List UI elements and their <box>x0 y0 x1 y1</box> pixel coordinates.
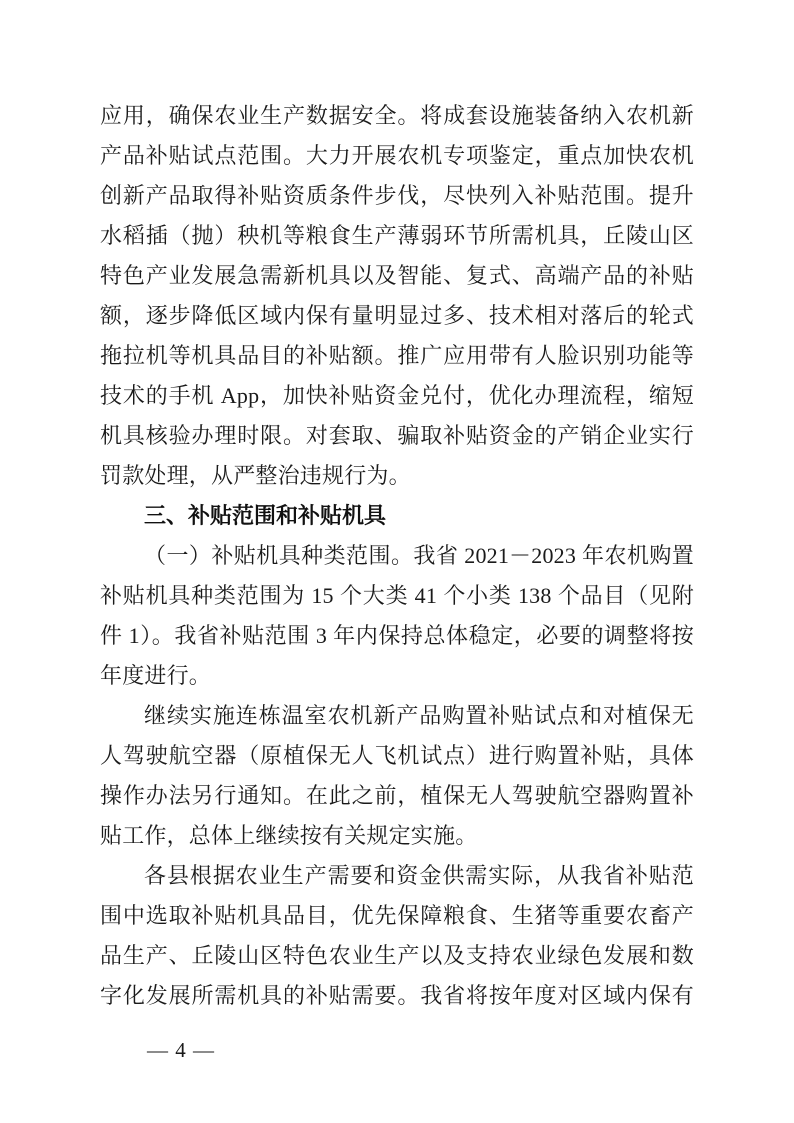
text-line: 补贴机具种类范围为 15 个大类 41 个小类 138 个品目（见附 <box>100 583 694 608</box>
text-line: 额，逐步降低区域内保有量明显过多、技术相对落后的轮式 <box>100 303 694 328</box>
text-line: 罚款处理，从严整治违规行为。 <box>100 463 411 488</box>
text-line: 水稻插（抛）秧机等粮食生产薄弱环节所需机具，丘陵山区 <box>100 223 694 248</box>
text-line: 操作办法另行通知。在此之前，植保无人驾驶航空器购置补 <box>100 783 694 808</box>
text-line: （一）补贴机具种类范围。我省 2021－2023 年农机购置 <box>144 543 694 568</box>
text-line: 围中选取补贴机具品目，优先保障粮食、生猪等重要农畜产 <box>100 903 694 928</box>
text-line: 各县根据农业生产需要和资金供需实际，从我省补贴范 <box>144 863 694 888</box>
text-line: 继续实施连栋温室农机新产品购置补贴试点和对植保无 <box>144 703 694 728</box>
text-line: 技术的手机 App，加快补贴资金兑付，优化办理流程，缩短 <box>100 383 694 408</box>
text-line: 品生产、丘陵山区特色农业生产以及支持农业绿色发展和数 <box>100 943 694 968</box>
text-line: 年度进行。 <box>100 663 212 688</box>
paragraph-county-selection <box>100 856 694 1016</box>
section-heading: 三、补贴范围和补贴机具 <box>144 503 387 528</box>
text-line: 拖拉机等机具品目的补贴额。推广应用带有人脸识别功能等 <box>100 343 694 368</box>
text-line: 字化发展所需机具的补贴需要。我省将按年度对区域内保有 <box>100 983 694 1008</box>
text-line: 创新产品取得补贴资质条件步伐，尽快列入补贴范围。提升 <box>100 183 694 208</box>
page-number: — 4 — <box>147 1038 215 1062</box>
text-line: 件 1）。我省补贴范围 3 年内保持总体稳定，必要的调整将按 <box>100 623 694 648</box>
page-body <box>100 96 694 1016</box>
text-line: 贴工作，总体上继续按有关规定实施。 <box>100 823 478 848</box>
text-line: 产品补贴试点范围。大力开展农机专项鉴定，重点加快农机 <box>100 143 694 168</box>
paragraph-subsidy-scope <box>100 536 694 696</box>
text-line: 特色产业发展急需新机具以及智能、复式、高端产品的补贴 <box>100 263 694 288</box>
paragraph-pilot-program <box>100 696 694 856</box>
text-line: 机具核验办理时限。对套取、骗取补贴资金的产销企业实行 <box>100 423 694 448</box>
text-line: 应用，确保农业生产数据安全。将成套设施装备纳入农机新 <box>100 103 694 128</box>
text-line: 人驾驶航空器（原植保无人飞机试点）进行购置补贴，具体 <box>100 743 694 768</box>
paragraph-continued <box>100 96 694 496</box>
